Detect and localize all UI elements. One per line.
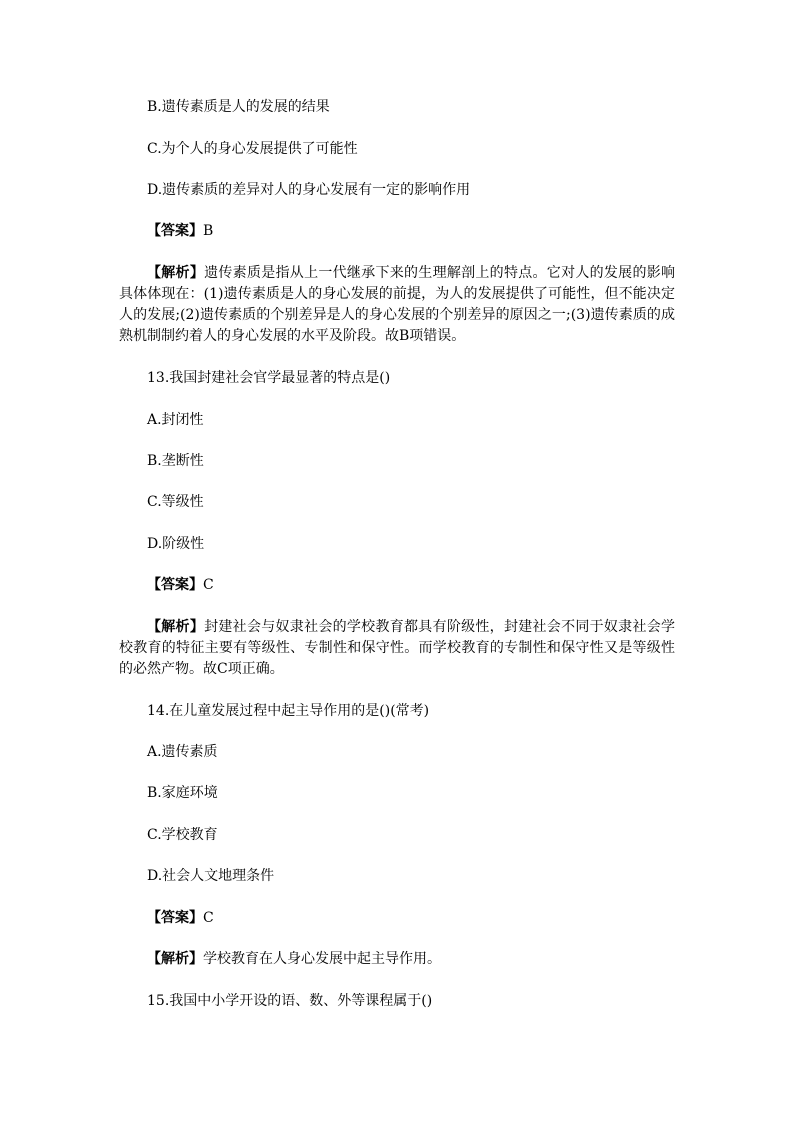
q14-answer-label: 【答案】: [147, 910, 203, 926]
q14-answer: [147, 908, 214, 928]
q12-option-b: B.遗传素质是人的发展的结果: [147, 99, 330, 115]
q13-answer-label: 【答案】: [147, 577, 203, 593]
q13-analysis-text: 封建社会与奴隶社会的学校教育都具有阶级性，封建社会不同于奴隶社会学校教育的特征主要有等级性、专制性和保守性。而学校教育的专制性和保守性又是等级性的必然产物。故C项正确。: [119, 619, 676, 677]
q14-answer-value: C: [203, 910, 214, 926]
q14-option-a: A.遗传素质: [147, 744, 218, 760]
q14-option-d: D.社会人文地理条件: [147, 868, 275, 884]
q15-question: 15.我国中小学开设的语、数、外等课程属于(): [147, 993, 433, 1009]
q13-option-c: C.等级性: [147, 494, 204, 510]
q13-answer-value: C: [203, 577, 214, 593]
q12-analysis-text: 遗传素质是指从上一代继承下来的生理解剖上的特点。它对人的发展的影响具体体现在：(1)遗传素质是人的身心发展的前提，为人的发展提供了可能性，但不能决定人的发展;(2)遗传素质的个别差异是人的身心发展的个别差异的原因之一;(3)遗传素质的成熟机制制约着人的身心发展的水平及阶段。故B项错误。: [119, 265, 676, 344]
q13-answer: [147, 575, 214, 595]
q13-option-a: A.封闭性: [147, 412, 204, 428]
q14-question: 14.在儿童发展过程中起主导作用的是()(常考): [147, 703, 430, 719]
q14-analysis-label: 【解析】: [147, 951, 203, 967]
q14-analysis: [147, 949, 441, 969]
q12-option-c: C.为个人的身心发展提供了可能性: [147, 141, 358, 157]
q13-analysis-label: 【解析】: [147, 619, 205, 635]
q12-option-d: D.遗传素质的差异对人的身心发展有一定的影响作用: [147, 182, 471, 198]
q13-option-b: B.垄断性: [147, 453, 204, 469]
q13-analysis: [119, 617, 675, 680]
q14-option-c: C.学校教育: [147, 827, 218, 843]
q12-answer: [147, 221, 213, 241]
q14-option-b: B.家庭环境: [147, 785, 218, 801]
q12-answer-value: B: [203, 223, 214, 239]
q13-option-d: D.阶级性: [147, 536, 205, 552]
q12-analysis-label: 【解析】: [147, 265, 205, 281]
q14-analysis-text: 学校教育在人身心发展中起主导作用。: [203, 951, 441, 967]
q13-question: 13.我国封建社会官学最显著的特点是(): [147, 370, 391, 386]
q12-analysis: [119, 263, 675, 347]
q12-answer-label: 【答案】: [147, 223, 203, 239]
